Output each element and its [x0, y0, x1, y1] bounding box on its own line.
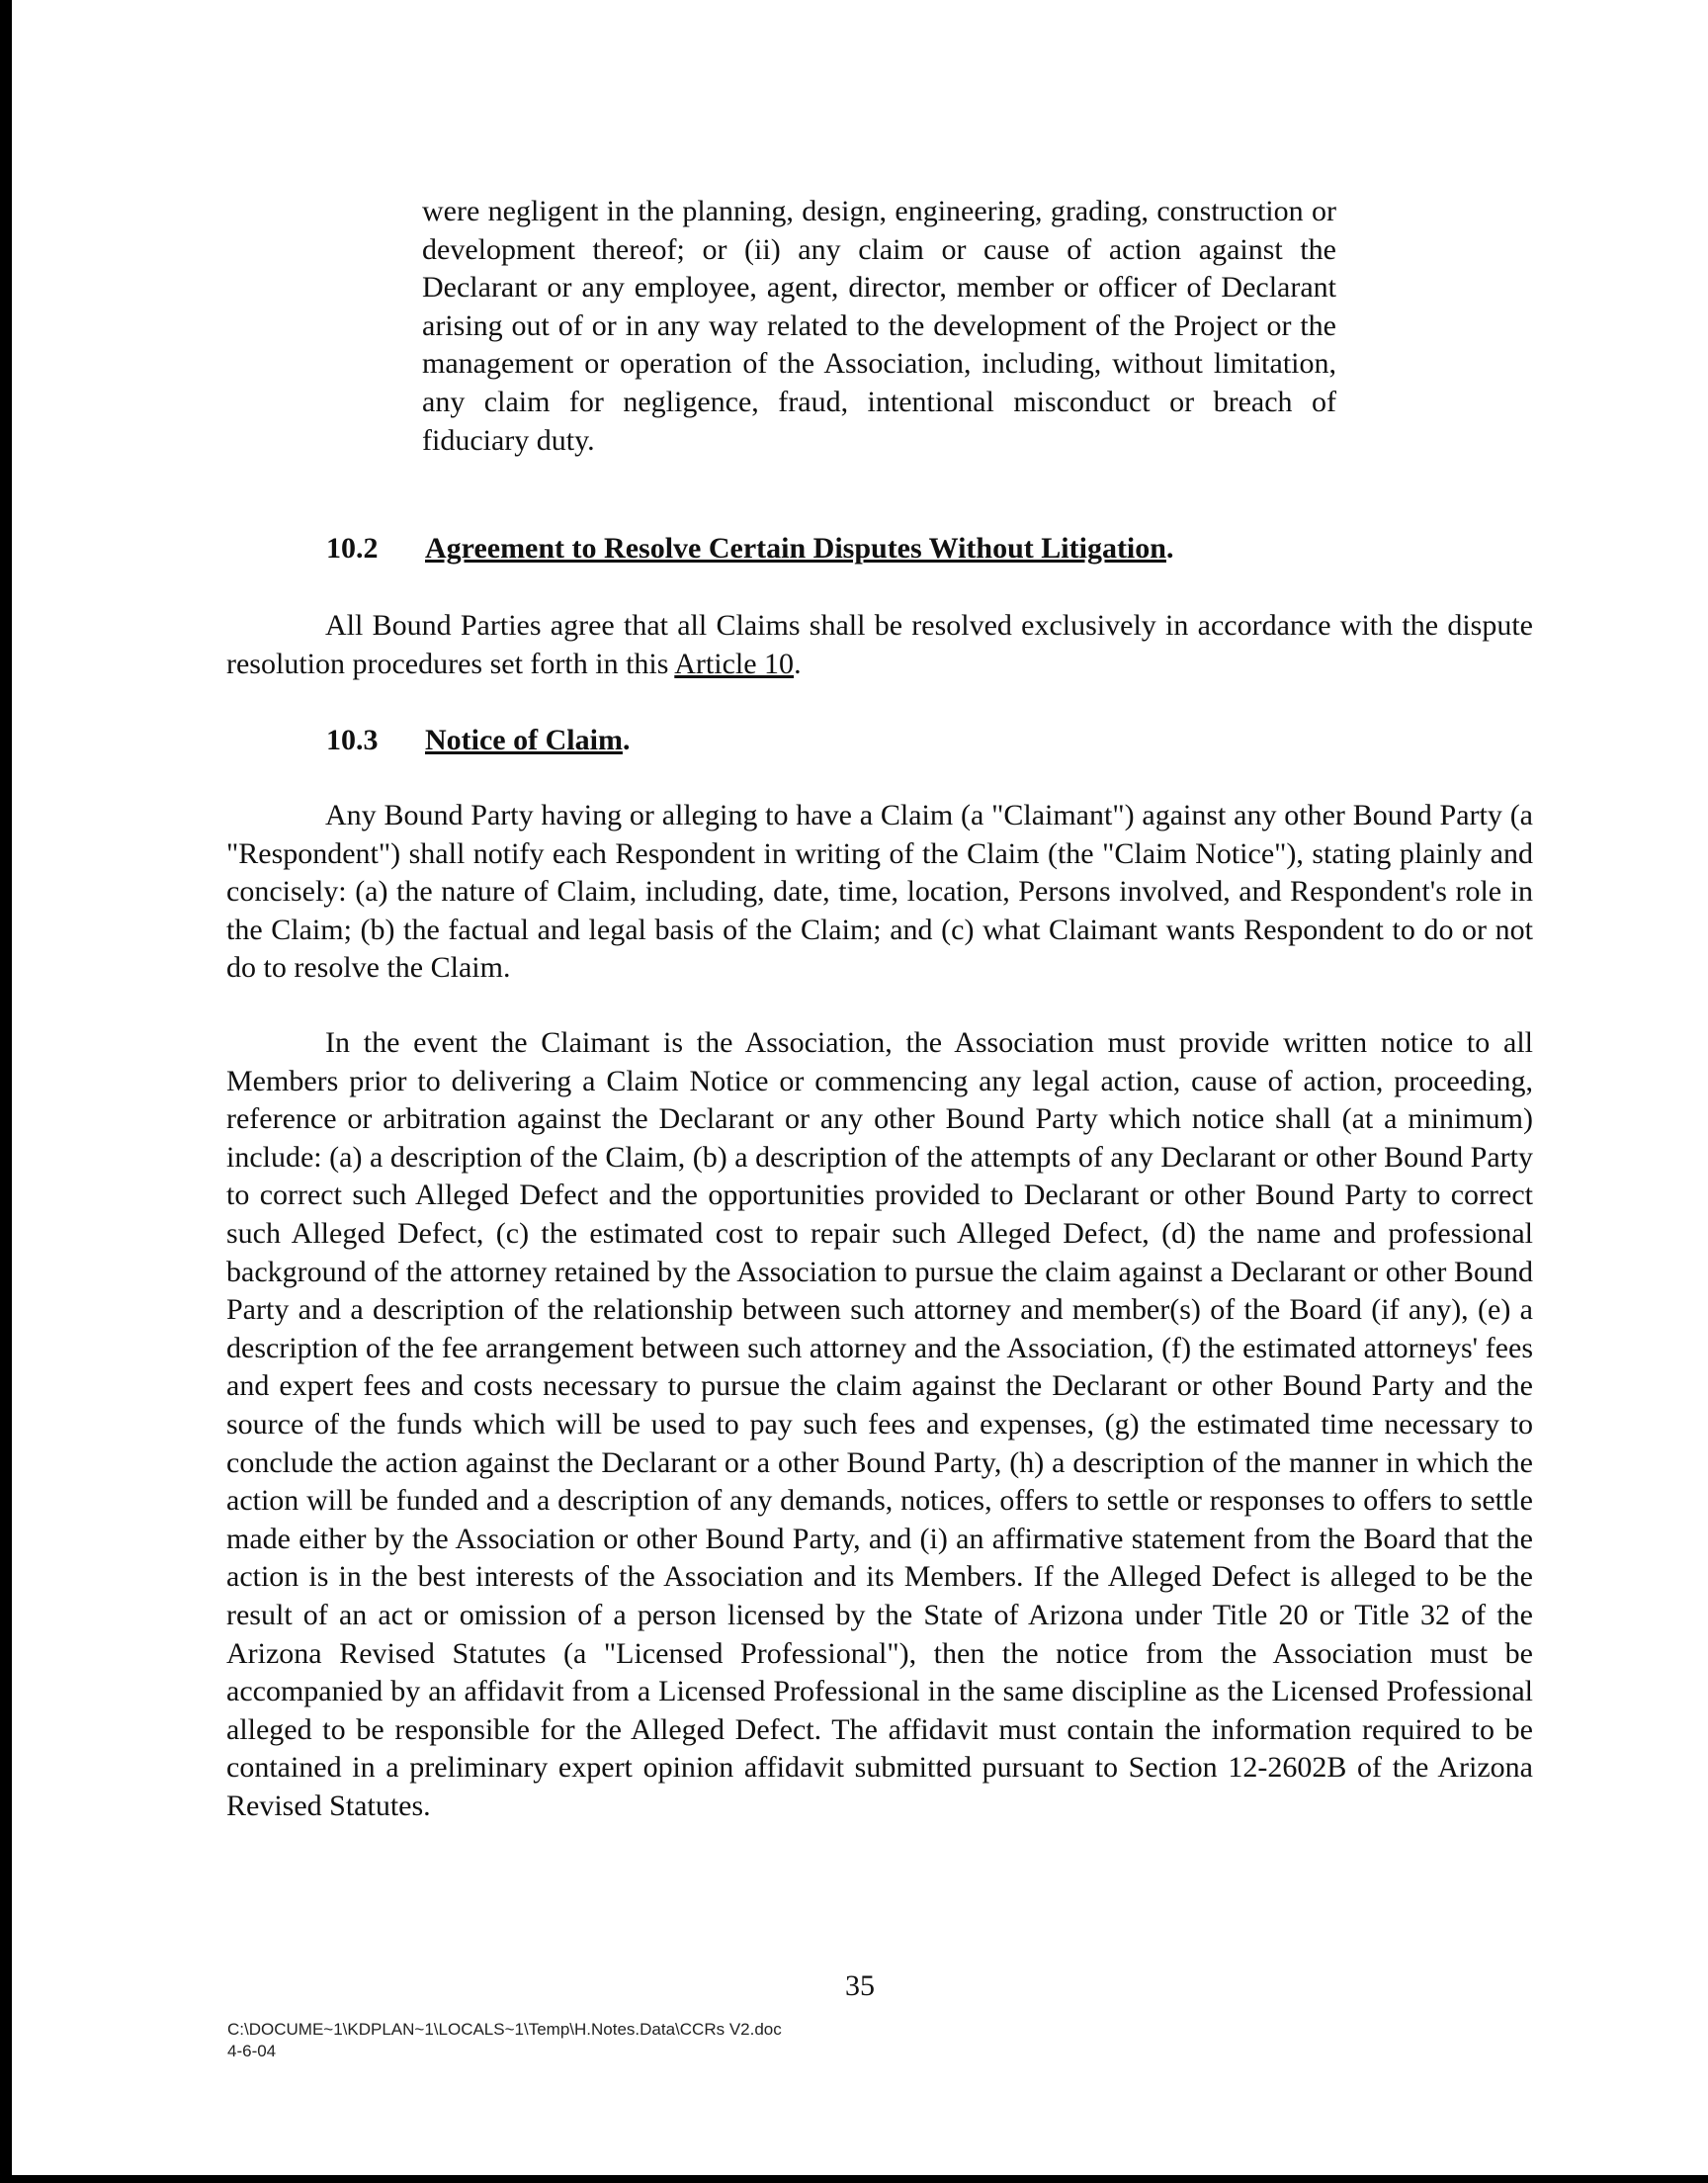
section-10-2-heading [326, 532, 1173, 566]
section-title-period: . [1165, 532, 1174, 565]
section-10-3-heading [326, 724, 630, 757]
section-title: Agreement to Resolve Certain Disputes Without Litigation [425, 532, 1166, 565]
document-page [12, 0, 1708, 2175]
footer-date: 4-6-04 [227, 2042, 277, 2060]
section-title-period: . [622, 724, 631, 756]
section-number: 10.3 [326, 724, 379, 756]
body-text-end: . [794, 647, 802, 680]
page-number: 35 [845, 1969, 875, 2002]
section-number: 10.2 [326, 532, 379, 565]
footer-file-path: C:\DOCUME~1\KDPLAN~1\LOCALS~1\Temp\H.Notes.Data\CCRs V2.doc [227, 2020, 782, 2039]
section-10-2-body [226, 607, 1533, 683]
article-reference: Article 10 [674, 647, 795, 680]
section-10-3-paragraph-1: Any Bound Party having or alleging to have a Claim (a "Claimant") against any other Bound Party (a "Respondent") shall notify each Respondent in writing of the Claim (the "Claim Notice"), stating plainly and concisely: (a) the nature of Claim, including, date, time, location, Persons involved, and Respondent's role in the Claim; (b) the factual and legal basis of the Claim; and (c) what Claimant wants Respondent to do or not do to resolve the Claim. [226, 799, 1533, 985]
section-title: Notice of Claim [425, 724, 623, 756]
document-footer [227, 2019, 782, 2062]
section-10-3-paragraph-2: In the event the Claimant is the Association, the Association must provide written notice to all Members prior to delivering a Claim Notice or commencing any legal action, cause of action, proceeding, reference or arbitration against the Declarant or any other Bound Party which notice shall (at a minimum) include: (a) a description of the Claim, (b) a description of the attempts of any Declarant or other Bound Party to correct such Alleged Defect and the opportunities provided to Declarant or other Bound Party to correct such Alleged Defect, (c) the estimated cost to repair such Alleged Defect, (d) the name and professional background of the attorney retained by the Association to pursue the claim against a Declarant or other Bound Party and a description of the relationship between such attorney and member(s) of the Board (if any), (e) a description of the fee arrangement between such attorney and the Association, (f) the estimated attorneys' fees and expert fees and costs necessary to pursue the claim against the Declarant or other Bound Party and the source of the funds which will be used to pay such fees and expenses, (g) the estimated time necessary to conclude the action against the Declarant or a other Bound Party, (h) a description of the manner in which the action will be funded and a description of any demands, notices, offers to settle or responses to offers to settle made either by the Association or other Bound Party, and (i) an affirmative statement from the Board that the action is in the best interests of the Association and its Members. If the Alleged Defect is alleged to be the result of an act or omission of a person licensed by the State of Arizona under Title 20 or Title 32 of the Arizona Revised Statutes (a "Licensed Professional"), then the notice from the Association must be accompanied by an affidavit from a Licensed Professional in the same discipline as the Licensed Professional alleged to be responsible for the Alleged Defect. The affidavit must contain the information required to be contained in a preliminary expert opinion affidavit submitted pursuant to Section 12-2602B of the Arizona Revised Statutes. [226, 1026, 1533, 1822]
continuation-paragraph: were negligent in the planning, design, engineering, grading, construction or development thereof; or (ii) any claim or cause of action against the Declarant or any employee, agent, director, member or officer of Declarant arising out of or in any way related to the development of the Project or the management or operation of the Association, including, without limitation, any claim for negligence, fraud, intentional misconduct or breach of fiduciary duty. [422, 195, 1336, 457]
body-text: All Bound Parties agree that all Claims shall be resolved exclusively in accordance with the dispute resolution procedures set forth in this [226, 609, 1533, 680]
